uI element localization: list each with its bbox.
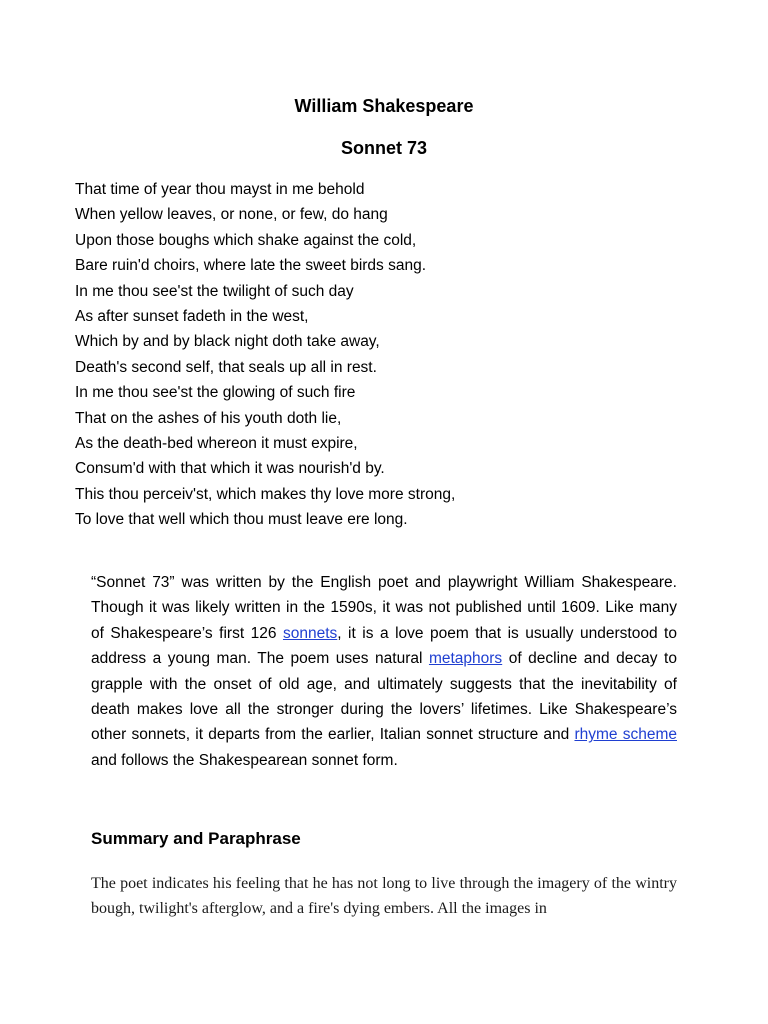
poem-line: Upon those boughs which shake against the cold, (75, 231, 417, 249)
poem-text (75, 177, 695, 533)
poem-line: To love that well which thou must leave ere long. (75, 511, 408, 529)
intro-text: “Sonnet 73” was written by the English poet and playwright William Shakespeare. Though it was likely written in the 1590s, it was not published until 1609. Like many of Shakespeare’s first 126 (91, 574, 677, 642)
rhyme-scheme-link[interactable]: rhyme scheme (574, 726, 677, 744)
poem-line: As the death-bed whereon it must expire, (75, 435, 358, 453)
metaphors-link[interactable]: metaphors (428, 650, 503, 668)
poem-line: In me thou see'st the glowing of such fire (75, 384, 356, 402)
sonnets-link[interactable]: sonnets (282, 624, 338, 642)
poem-line: Which by and by black night doth take away, (75, 333, 380, 351)
poem-line: That on the ashes of his youth doth lie, (75, 409, 342, 427)
intro-text: , it is a love poem that is usually understood to address a young man. The poem uses natural (91, 624, 677, 668)
poem-line: That time of year thou mayst in me behold (75, 181, 365, 198)
poem-line: This thou perceiv'st, which makes thy love more strong, (75, 485, 456, 503)
poem-line: In me thou see'st the twilight of such day (75, 282, 354, 300)
poem-line: Consum'd with that which it was nourish'd by. (75, 460, 385, 478)
summary-heading: Summary and Paraphrase (91, 829, 301, 848)
intro-paragraph (91, 570, 677, 773)
summary-paragraph: The poet indicates his feeling that he has not long to live through the imagery of the wintry bough, twilight's afterglow, and a fire's dying embers. All the images in (91, 875, 677, 917)
poem-line: As after sunset fadeth in the west, (75, 308, 309, 326)
poem-line: When yellow leaves, or none, or few, do hang (75, 206, 388, 224)
poem-line: Death's second self, that seals up all in rest. (75, 358, 377, 376)
poem-title: Sonnet 73 (340, 138, 428, 158)
intro-text: and follows the Shakespearean sonnet form. (91, 751, 398, 769)
intro-text: of decline and decay to grapple with the onset of old age, and ultimately suggests that the inevitability of death makes love all the stronger during the lovers’ lifetimes. Like Shakespeare’s other sonnets, it departs from the earlier, Italian sonnet structure and (91, 650, 677, 744)
poem-line: Bare ruin'd choirs, where late the sweet birds sang. (75, 257, 427, 275)
author-heading: William Shakespeare (294, 96, 474, 116)
